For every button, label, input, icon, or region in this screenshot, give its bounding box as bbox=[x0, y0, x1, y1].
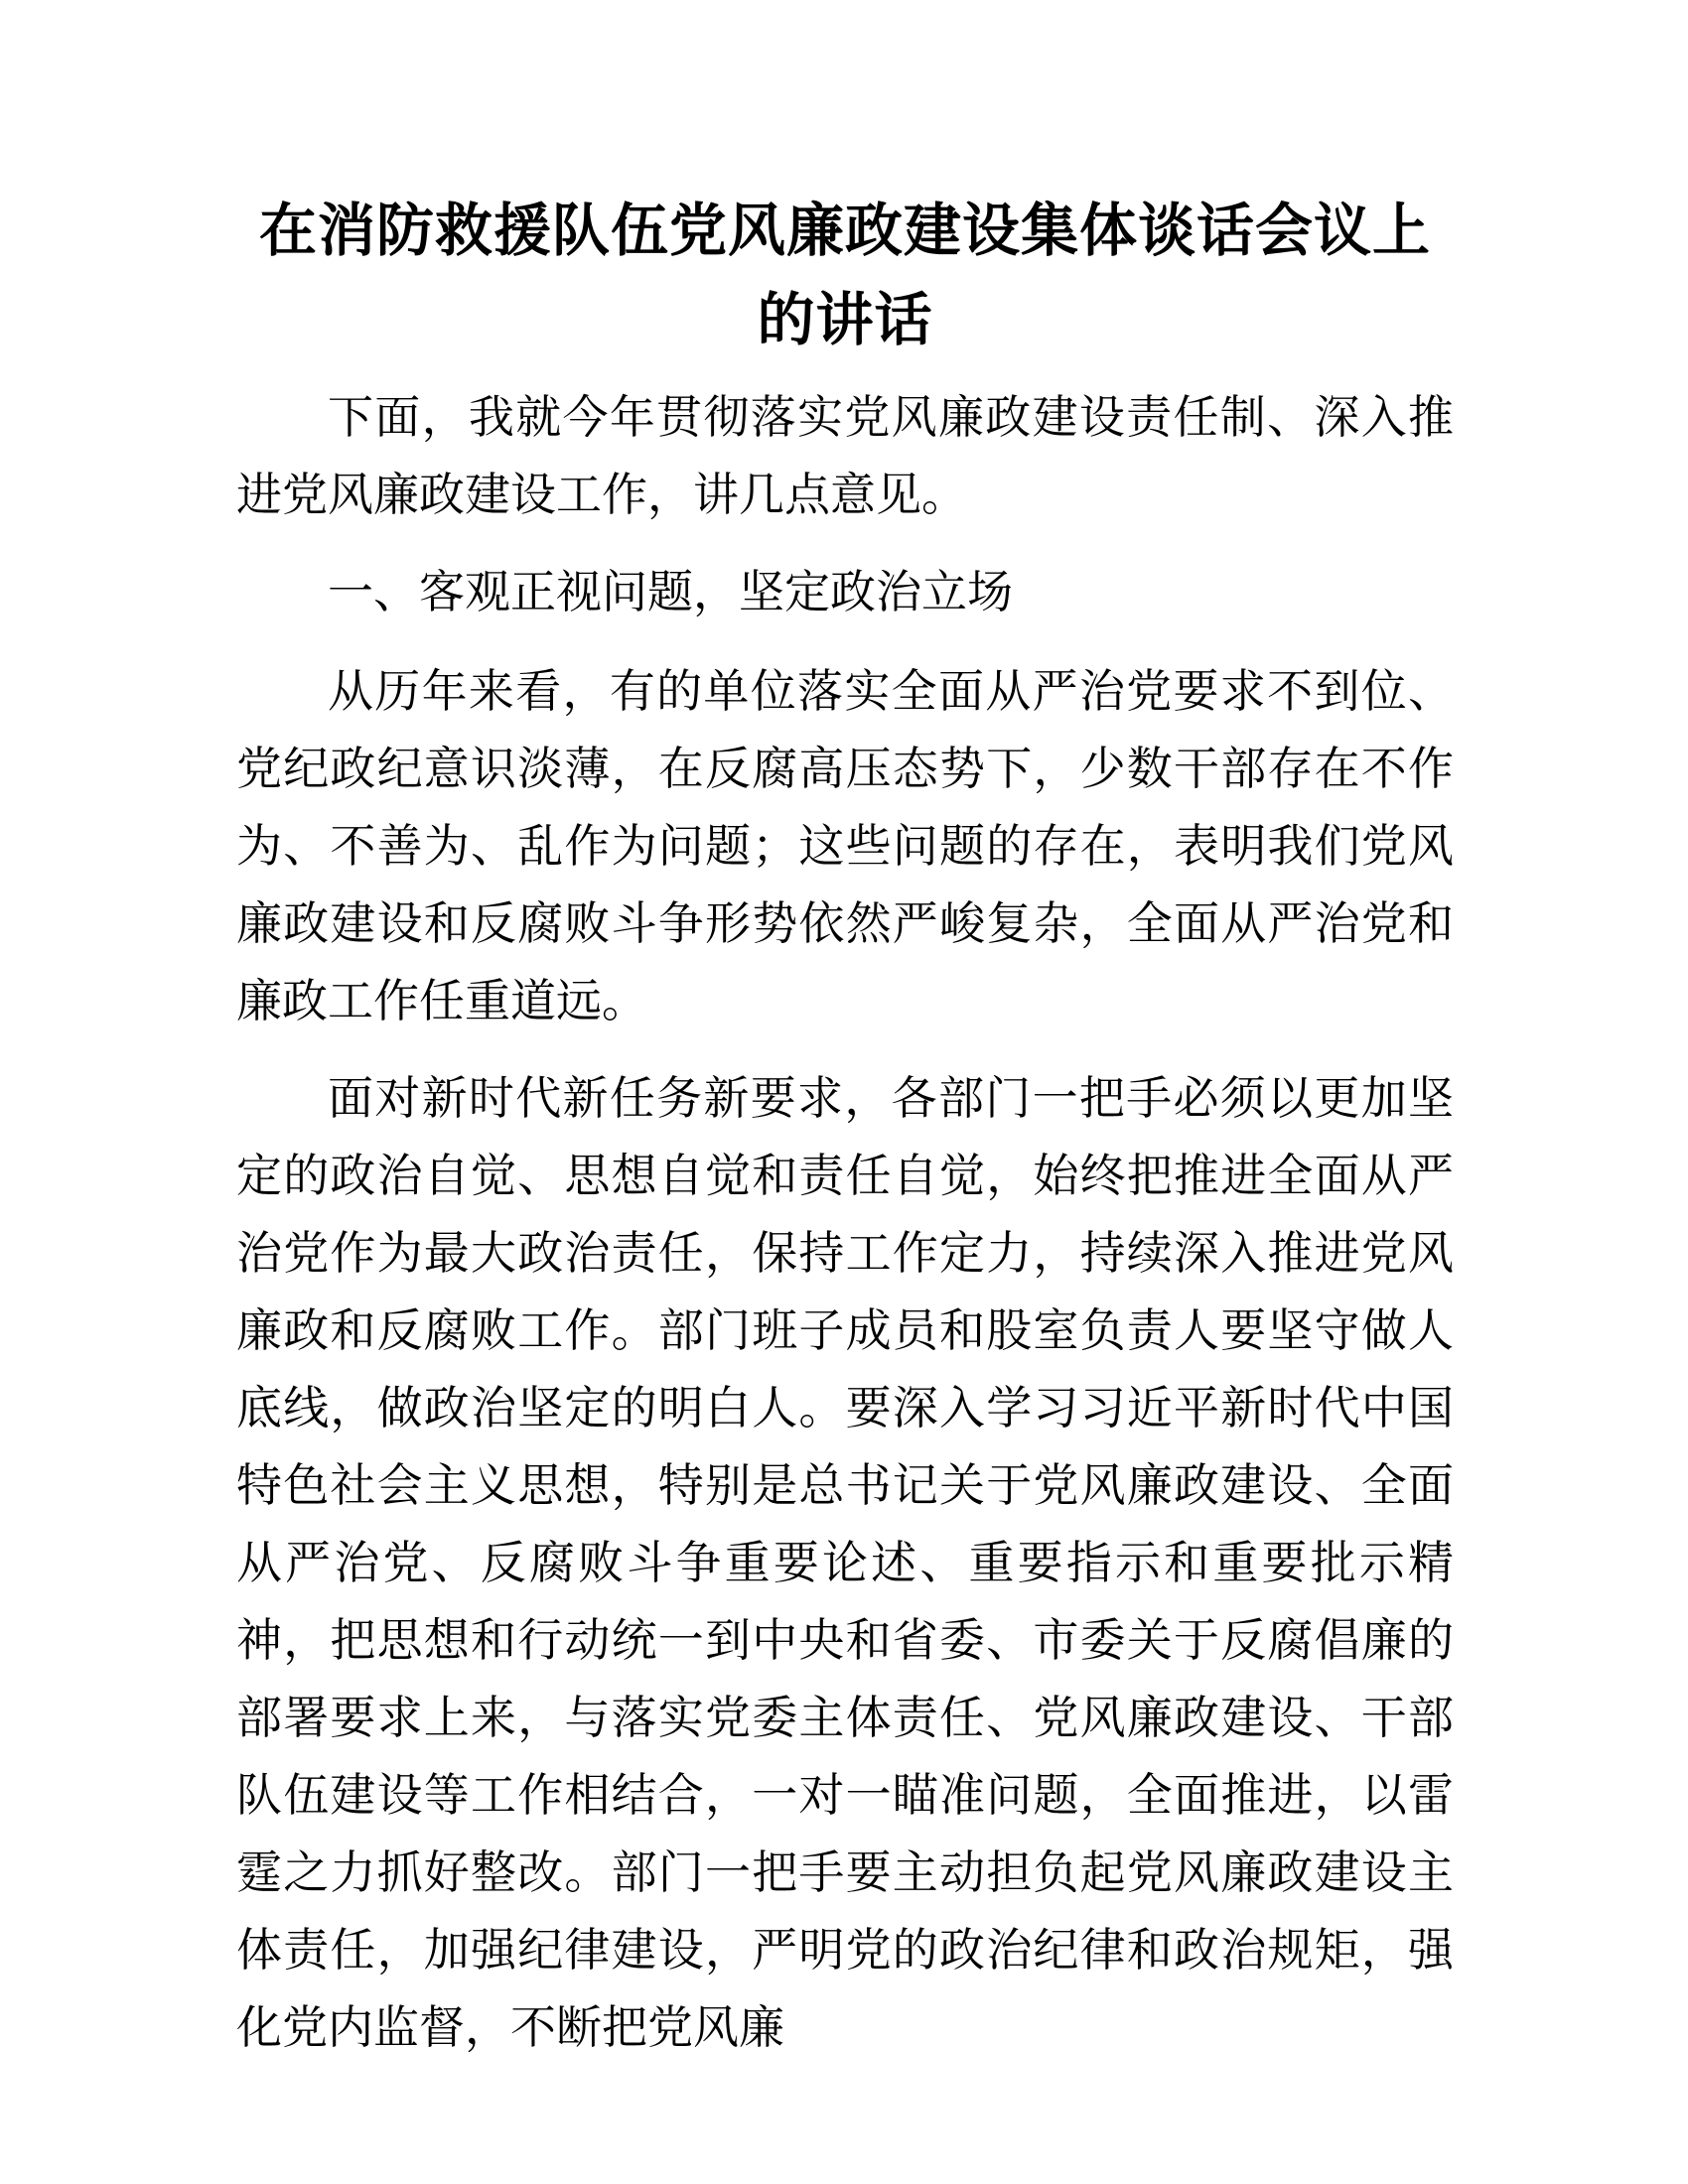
title-line-1: 在消防救援队伍党风廉政建设集体谈话会议上 bbox=[258, 199, 1431, 263]
section-heading: 一、客观正视问题，坚定政治立场 bbox=[328, 567, 1013, 617]
intro-paragraph: 下面，我就今年贯彻落实党风廉政建设责任制、深入推进党风廉政建设工作，讲几点意见。 bbox=[236, 392, 1454, 520]
title-line-2: 的讲话 bbox=[757, 288, 933, 352]
document-title bbox=[236, 187, 1454, 365]
body-paragraph-2: 面对新时代新任务新要求，各部门一把手必须以更加坚定的政治自觉、思想自觉和责任自觉，始终把推进全面从严治党作为最大政治责任，保持工作定力，持续深入推进党风廉政和反腐败工作。部门班子成员和股室负责人要坚守做人底线，做政治坚定的明白人。要深入学习习近平新时代中国特色社会主义思想，特别是总书记关于党风廉政建设、全面从严治党、反腐败斗争重要论述、重要指示和重要批示精神，把思想和行动统一到中央和省委、市委关于反腐倡廉的部署要求上来，与落实党委主体责任、党风廉政建设、干部队伍建设等工作相结合，一对一瞄准问题，全面推进，以雷霆之力抓好整改。部门一把手要主动担负起党风廉政建设主体责任，加强纪律建设，严明党的政治纪律和政治规矩，强化党内监督，不断把党风廉 bbox=[236, 1073, 1454, 2053]
body-paragraph-1: 从历年来看，有的单位落实全面从严治党要求不到位、党纪政纪意识淡薄，在反腐高压态势下，少数干部存在不作为、不善为、乱作为问题；这些问题的存在，表明我们党风廉政建设和反腐败斗争形势依然严峻复杂，全面从严治党和廉政工作任重道远。 bbox=[236, 666, 1454, 1026]
